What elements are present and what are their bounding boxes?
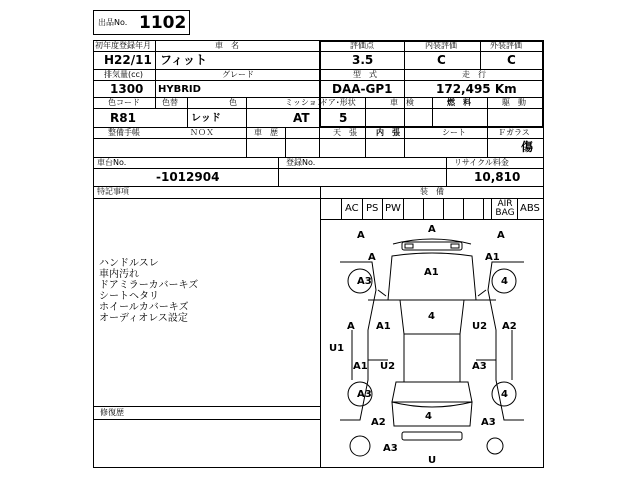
equip-pw: PW — [385, 203, 401, 214]
equip-ac: AC — [345, 203, 359, 214]
damage-code: A1 — [353, 361, 368, 372]
damage-code: A3 — [357, 389, 372, 400]
fuel-label: 燃 料 — [447, 98, 471, 107]
service-record-label: 整備手帳 — [108, 128, 140, 137]
repair-history-label: 修復歴 — [100, 408, 124, 417]
damage-code: 4 — [428, 311, 435, 322]
remarks-label: 特記事項 — [97, 187, 129, 196]
first-reg-label: 初年度登録年月 — [95, 41, 151, 50]
damage-code: A3 — [383, 443, 398, 454]
inspection-label: 車 検 — [390, 98, 414, 107]
lot-number-box — [93, 10, 190, 35]
damage-code: A1 — [376, 321, 391, 332]
score-label: 評価点 — [350, 41, 374, 50]
recycle-fee-value: 10,810 — [474, 170, 521, 184]
color-label: 色 — [229, 98, 237, 107]
damage-code: 4 — [425, 411, 432, 422]
chassis-no-value: -1012904 — [156, 170, 220, 184]
model-value: DAA-GP1 — [332, 82, 393, 96]
damage-code: A3 — [357, 276, 372, 287]
exterior-eval-label: 外装評価 — [490, 41, 522, 50]
remark-line: ホイールカバーキズ — [99, 302, 189, 313]
interior-eval-label: 内装評価 — [425, 41, 457, 50]
damage-code: A1 — [424, 267, 439, 278]
mileage-label: 走 行 — [462, 70, 486, 79]
drive-label: 駆 動 — [502, 98, 526, 107]
damage-code: A — [428, 224, 436, 235]
damage-code: U2 — [472, 321, 488, 332]
damage-code: U — [428, 455, 437, 466]
interior-eval-value: C — [437, 53, 446, 67]
grade-value: HYBRID — [158, 84, 201, 95]
displacement-value: 1300 — [110, 82, 144, 96]
equip-abs: ABS — [520, 203, 540, 214]
equipment-row — [320, 198, 544, 220]
mileage-value: 172,495 Km — [436, 82, 517, 96]
color-repl-label: 色替 — [162, 98, 178, 107]
damage-code: A3 — [481, 417, 496, 428]
nox-label: ＮＯＸ — [190, 128, 214, 137]
lot-number-label: 出品No. — [98, 18, 128, 27]
chassis-no-label: 車台No. — [97, 158, 127, 167]
exterior-eval-value: C — [507, 53, 516, 67]
history-label: 車 歴 — [254, 128, 278, 137]
damage-code: A2 — [502, 321, 517, 332]
seat-label: シート — [442, 128, 466, 137]
damage-code: 4 — [501, 389, 508, 400]
score-value: 3.5 — [352, 53, 374, 67]
damage-code: A — [497, 230, 505, 241]
doors-value: 5 — [339, 111, 348, 125]
remark-line: ドアミラーカバーキズ — [99, 280, 199, 291]
remarks-list — [99, 258, 198, 324]
car-damage-diagram — [320, 222, 544, 468]
damage-code: A — [347, 321, 355, 332]
remark-line: シートヘタリ — [99, 291, 159, 302]
damage-code: U2 — [380, 361, 396, 372]
remark-line: ハンドルスレ — [99, 258, 159, 269]
door-shape-label: ドア･形状 — [320, 98, 356, 107]
mission-label: ミッション — [285, 98, 325, 107]
damage-code: 4 — [501, 276, 508, 287]
first-reg-value: H22/11 — [104, 53, 152, 67]
damage-code: A2 — [371, 417, 386, 428]
equip-ps: PS — [366, 203, 379, 214]
color-code-value: R81 — [110, 111, 136, 125]
remark-line: 車内汚れ — [99, 269, 139, 280]
lot-number-value: 1102 — [139, 13, 187, 33]
grade-label: グレード — [222, 70, 254, 79]
equipment-label: 装 備 — [420, 187, 444, 196]
damage-code: U1 — [329, 343, 345, 354]
mission-value: AT — [293, 111, 310, 125]
displacement-label: 排気量(cc) — [104, 70, 144, 79]
model-label: 型 式 — [353, 70, 377, 79]
damage-code: A1 — [485, 252, 500, 263]
reg-no-label: 登録No. — [286, 158, 316, 167]
remark-line: オーディオレス設定 — [99, 313, 188, 324]
recycle-fee-label: リサイクル料金 — [454, 158, 509, 167]
damage-code: A — [357, 230, 365, 241]
equip-airbag: AIR BAG — [495, 199, 515, 218]
car-name-label: 車 名 — [215, 41, 239, 50]
color-code-label: 色コード — [108, 98, 140, 107]
f-glass-value: 傷 — [521, 140, 534, 154]
interior-trim-label: 内 張 — [376, 128, 400, 137]
f-glass-label: Ｆガラス — [498, 128, 530, 137]
car-name-value: フィット — [160, 53, 208, 67]
damage-code: A — [368, 252, 376, 263]
color-value: レッド — [191, 113, 221, 124]
roof-label: 天 張 — [333, 128, 357, 137]
damage-code: A3 — [472, 361, 487, 372]
